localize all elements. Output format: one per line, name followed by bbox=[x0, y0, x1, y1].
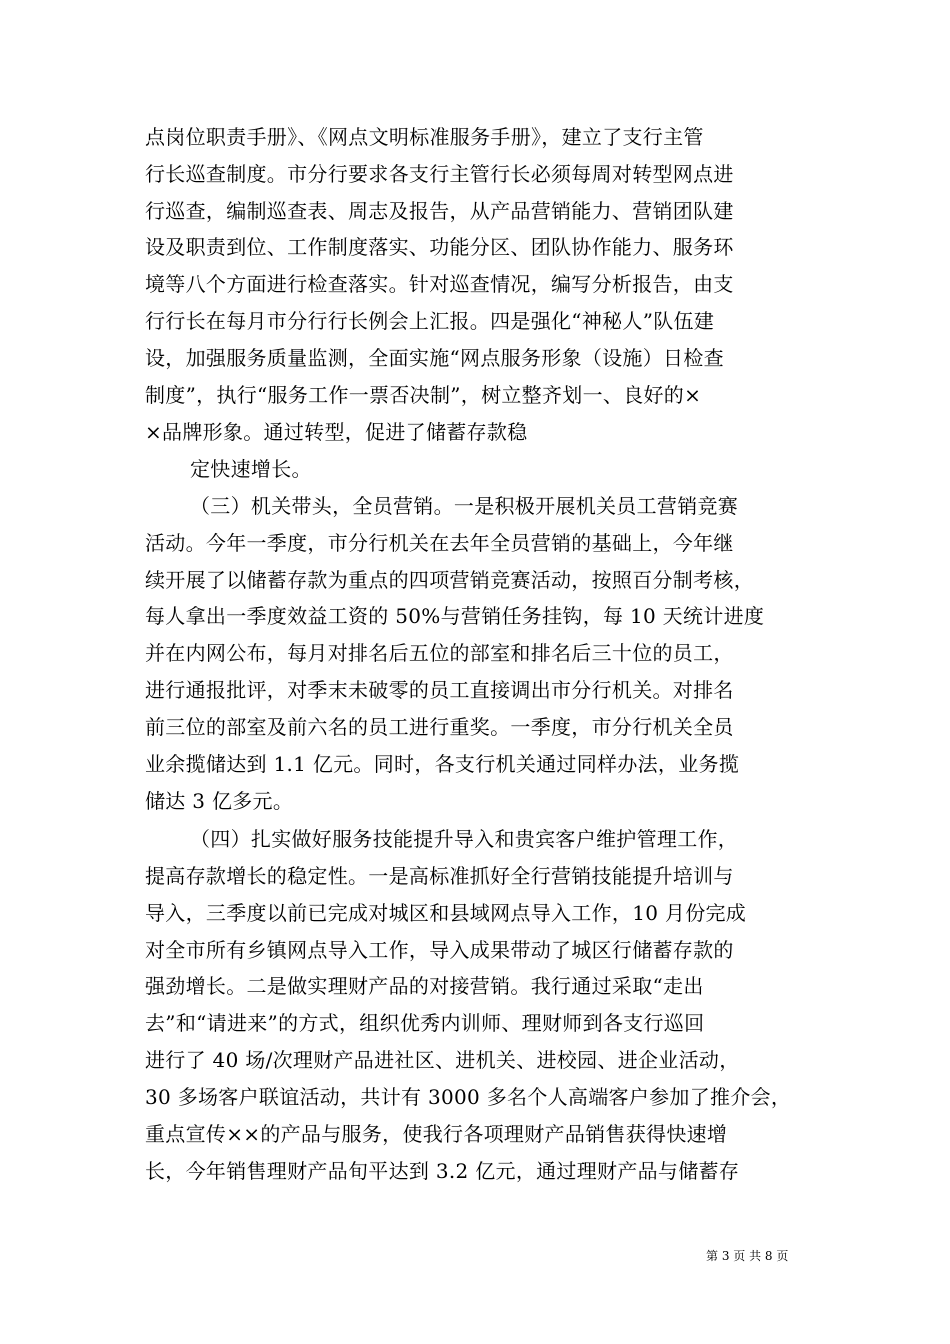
text-line: 并在内网公布，每月对排名后五位的部室和排名后三十位的员工， bbox=[145, 641, 734, 665]
text-line: 境等八个方面进行检查落实。针对巡查情况，编写分析报告，由支 bbox=[145, 272, 734, 296]
text-line: （四）扎实做好服务技能提升导入和贵宾客户维护管理工作， bbox=[190, 827, 739, 851]
text-line: 去”和“请进来”的方式，组织优秀内训师、理财师到各支行巡回 bbox=[145, 1011, 705, 1035]
text-line: 进行了 40 场/次理财产品进社区、进机关、进校园、进企业活动， bbox=[145, 1048, 740, 1072]
text-line: 对全市所有乡镇网点导入工作，导入成果带动了城区行储蓄存款的 bbox=[145, 938, 734, 962]
text-line: 续开展了以储蓄存款为重点的四项营销竞赛活动，按照百分制考核， bbox=[145, 568, 754, 592]
text-line: 30 多场客户联谊活动，共计有 3000 多名个人高端客户参加了推介会， bbox=[145, 1085, 792, 1109]
text-line: 设，加强服务质量监测，全面实施“网点服务形象（设施）日检查 bbox=[145, 346, 724, 370]
text-line: 活动。今年一季度，市分行机关在去年全员营销的基础上，今年继 bbox=[145, 531, 734, 555]
text-line: 进行通报批评，对季末未破零的员工直接调出市分行机关。对排名 bbox=[145, 678, 734, 702]
text-line: 每人拿出一季度效益工资的 50%与营销任务挂钩，每 10 天统计进度 bbox=[145, 604, 765, 628]
text-line: 提高存款增长的稳定性。一是高标准抓好全行营销技能提升培训与 bbox=[145, 864, 734, 888]
text-line: 行巡查，编制巡查表、周志及报告，从产品营销能力、营销团队建 bbox=[145, 199, 734, 223]
text-line: 强劲增长。二是做实理财产品的对接营销。我行通过采取“走出 bbox=[145, 974, 704, 998]
text-line: 重点宣传××的产品与服务，使我行各项理财产品销售获得快速增 bbox=[145, 1122, 728, 1146]
text-line: 行长巡查制度。市分行要求各支行主管行长必须每周对转型网点进 bbox=[145, 162, 734, 186]
text-line: （三）机关带头，全员营销。一是积极开展机关员工营销竞赛 bbox=[190, 494, 739, 518]
text-line: 储达 3 亿多元。 bbox=[145, 789, 294, 813]
text-line: 制度”，执行“服务工作一票否决制”，树立整齐划一、良好的× bbox=[145, 383, 702, 407]
text-line: 导入，三季度以前已完成对城区和县域网点导入工作，10 月份完成 bbox=[145, 901, 747, 925]
text-line: 前三位的部室及前六名的员工进行重奖。一季度，市分行机关全员 bbox=[145, 715, 734, 739]
page-number: 第 3 页 共 8 页 bbox=[706, 1249, 789, 1263]
text-line: 定快速增长。 bbox=[190, 457, 312, 481]
text-line: 设及职责到位、工作制度落实、功能分区、团队协作能力、服务环 bbox=[145, 235, 734, 259]
text-line: 行行长在每月市分行行长例会上汇报。四是强化“神秘人”队伍建 bbox=[145, 309, 715, 333]
text-line: ×品牌形象。通过转型，促进了储蓄存款稳 bbox=[145, 420, 528, 444]
text-line: 长，今年销售理财产品旬平达到 3.2 亿元，通过理财产品与储蓄存 bbox=[145, 1159, 740, 1183]
text-line: 业余揽储达到 1.1 亿元。同时，各支行机关通过同样办法，业务揽 bbox=[145, 752, 740, 776]
text-line: 点岗位职责手册》、《网点文明标准服务手册》，建立了支行主管 bbox=[145, 125, 704, 149]
